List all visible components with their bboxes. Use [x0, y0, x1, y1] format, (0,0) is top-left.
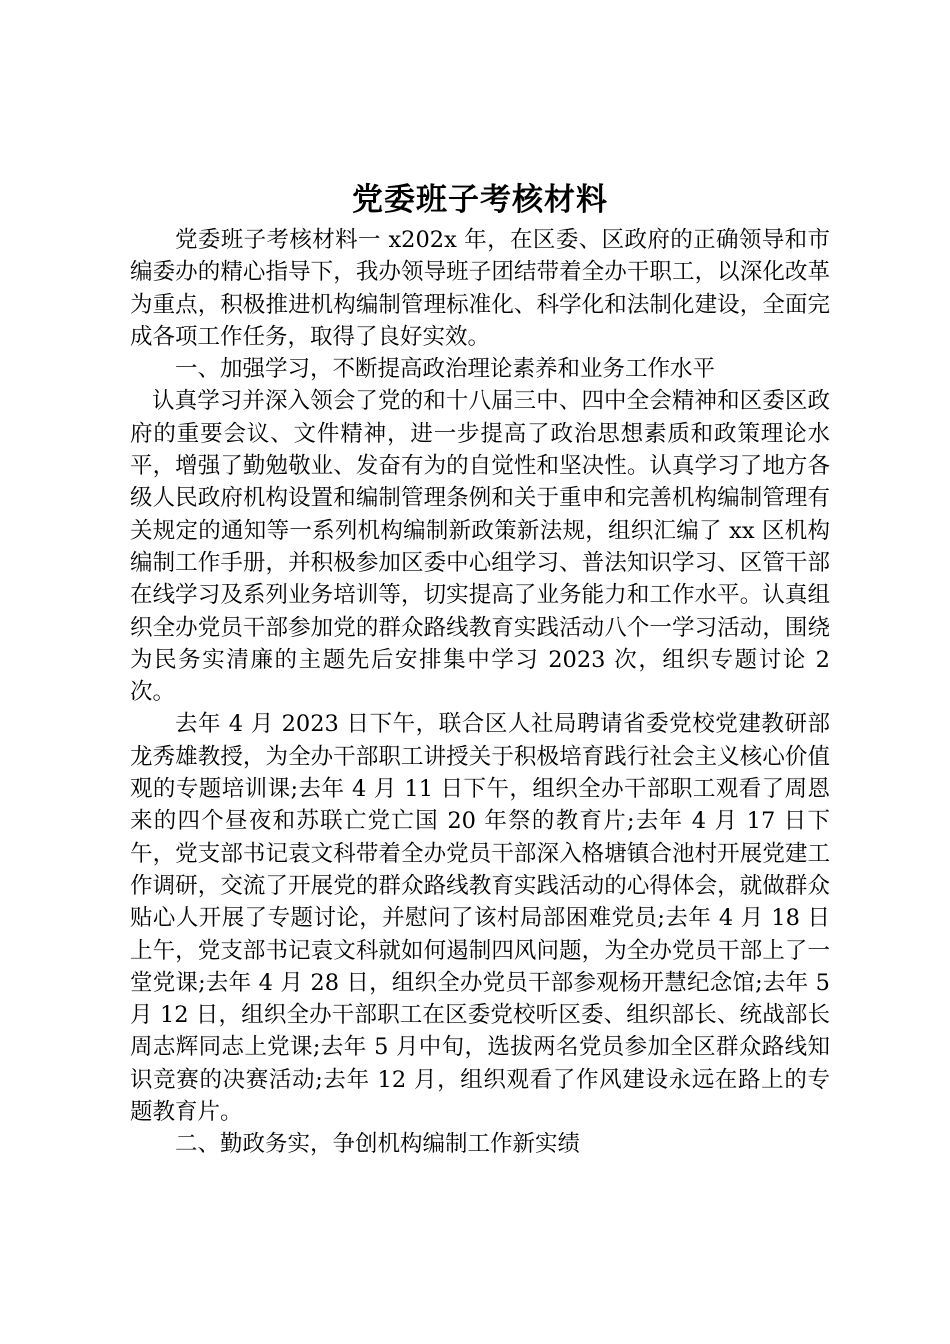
section-1-paragraph-2: 去年 4 月 2023 日下午，联合区人社局聘请省委党校党建教研部龙秀雄教授，为全办干部职工讲授关于积极培育践行社会主义核心价值观的专题培训课;去年 4 月 11 日下午，组织全办干部职工观看了周恩来的四个昼夜和苏联亡党亡国 20 年祭的教育片;去年 4 月 17 日下午，党支部书记袁文科带着全办党员干部深入格塘镇合池村开展党建工作调研，交流了开展党的群众路线教育实践活动的心得体会，就做群众贴心人开展了专题讨论，并慰问了该村局部困难党员;去年 4 月 18 日上午，党支部书记袁文科就如何遏制四风问题，为全办党员干部上了一堂党课;去年 4 月 28 日，组织全办党员干部参观杨开慧纪念馆;去年 5 月 12 日，组织全办干部职工在区委党校听区委、组织部长、统战部长周志辉同志上党课;去年 5 月中旬，选拔两名党员参加全区群众路线知识竞赛的决赛活动;去年 12 月，组织观看了作风建设永远在路上的专题教育片。 — [130, 711, 830, 1126]
section-1-heading: 一、加强学习，不断提高政治理论素养和业务工作水平 — [175, 356, 716, 383]
intro-paragraph: 党委班子考核材料一 x202x 年，在区委、区政府的正确领导和市编委办的精心指导下，我办领导班子团结带着全办干职工，以深化改革为重点，积极推进机构编制管理标准化、科学化和法制化建设，全面完成各项工作任务，取得了良好实效。 — [130, 227, 830, 350]
section-1-paragraph-1: 认真学习并深入领会了党的和十八届三中、四中全会精神和区委区政府的重要会议、文件精神，进一步提高了政治思想素质和政策理论水平，增强了勤勉敬业、发奋有为的自觉性和坚决性。认真学习了地方各级人民政府机构设置和编制管理条例和关于重申和完善机构编制管理有关规定的通知等一系列机构编制新政策新法规，组织汇编了 xx 区机构编制工作手册，并积极参加区委中心组学习、普法知识学习、区管干部在线学习及系列业务培训等，切实提高了业务能力和工作水平。认真组织全办党员干部参加党的群众路线教育实践活动八个一学习活动，围绕为民务实清廉的主题先后安排集中学习 2023 次，组织专题讨论 2 次。 — [130, 388, 830, 706]
document-title: 党委班子考核材料 — [352, 182, 608, 218]
section-2-heading: 二、勤政务实，争创机构编制工作新实绩 — [175, 1131, 581, 1158]
document-page — [130, 180, 830, 1161]
